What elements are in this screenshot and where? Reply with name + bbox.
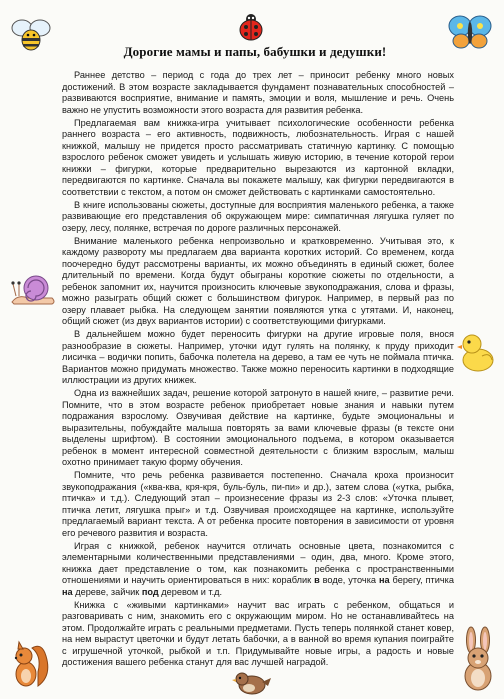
page-title: Дорогие мамы и папы, бабушки и дедушки! [123, 44, 387, 59]
ladybug-icon [236, 12, 266, 42]
paragraph: В книге использованы сюжеты, доступные для восприятия маленького ребенка, а также развивающие его представления об окружающем мире: симпатичная лягушка гуляет по озеру, лесу, полянке, встречая по дороге различных персонажей. [62, 199, 454, 233]
paragraph: В дальнейшем можно будет переносить фигурки на другие игровые поля, внося разнообразие в сюжеты. Например, уточки идут гулять на полянку, к пруду приходит лисичка – водички попить, бабочка полетела на дерево, а там ее чуть не поймала птичка. Вариантов можно придумать множество. Также можно переносить картинки в подходящие иллюстрации из других книжек. [62, 329, 454, 385]
paragraph: Одна из важнейших задач, решение которой затронуто в нашей книге, – развитие речи. Помните, что в этом возрасте ребенок приобретает новые знания и навыки путем подражания взрослому. Озвучивая действие на картинке, будьте эмоциональны и выразительны, побуждайте малыша повторять за вами ключевые фразы (в тексте они выделены шрифтом). В состоянии эмоционального подъема, в котором оказывается ребенок в момент интересной совместной деятельности с близким взрослым, малыш охотно принимает такую форму обучения. [62, 388, 454, 467]
bunny-icon [456, 626, 500, 692]
sparrow-icon [232, 668, 272, 698]
bee-icon [8, 16, 54, 52]
paragraph: Раннее детство – период с года до трех лет – приносит ребенку много новых достижений. В этом возрасте закладывается фундамент познавательных способностей – развиваются восприятие, внимание и память, эмоции и воля, мышление и речь. Очень важно не упустить возможности этого возраста для развития ребенка. [62, 70, 454, 115]
paragraph: Предлагаемая вам книжка-игра учитывает психологические особенности ребенка раннего возраста – его активность, подвижность, любознательность. Играя с нашей книжкой, малышу не придется просто рассматривать статичную картинку. С помощью взрослого ребенок сможет увидеть и услышать живую историю, в течение которой герои книжки – фигурки, которые предварительно вырезаются из картонной вкладки, передвигаются по картинке. Сначала вы покажете малышу, как фигурки передвигаются в соответствии с текстом, а потом он сможет действовать с картинками самостоятельно. [62, 117, 454, 197]
squirrel-icon [8, 636, 52, 690]
duckling-icon [456, 330, 498, 374]
butterfly-icon [448, 14, 492, 50]
paragraph: Помните, что речь ребенка развивается постепенно. Сначала кроха произносит звукоподражания («ква-ква, кря-кря, буль-буль, пи-пи» и др.), затем слова («утка, рыбка, птичка» и т.д.). Следующий этап – произнесение фразы из 2-3 слов: «Уточка плывет, птичка летит, лягушка прыг» и т.д. Озвучивая происходящее на картинке, используйте предлагаемый вариант текста. А от ребенка просите повторения в зависимости от уровня его речевого развития и возраста. [62, 470, 454, 538]
snail-icon [8, 272, 58, 308]
paragraph: Внимание маленького ребенка непроизвольно и кратковременно. Учитывая это, к каждому развороту мы предлагаем два варианта коротких историй. Со временем, когда поочередно будут рассмотрены варианты, их можно объединять в единый сюжет, более длительный по времени. Когда будут обыграны короткие сюжеты по отдельности, а ребенок запомнит их, научится произносить ключевые звукоподражания, слова и фразы, можно разыграть общий сюжет с большинством фигурок. Например, в первый раз по озеру плавает рыбка. На следующем занятии появляются утка с утятами. И, наконец, общий сюжет (из двух вариантов истории) с соответствующими фигурками. [62, 235, 454, 326]
paragraph: Книжка с «живыми картинками» научит вас играть с ребенком, общаться и разговаривать с ним, знакомить его с окружающим миром. Но не останавливайтесь на этом. Продолжайте играть с реальными предметами. Пусть теперь полянкой станет ковер, на нем вырастут цветочки и будут летать бабочки, а в ванной во время купания поиграйте с игрушечной уточкой, рыбкой и т.п. Придумывайте новые игры, а радость и новые достижения вашего ребенка станут для вас лучшей наградой. [62, 599, 454, 667]
body-text [62, 70, 454, 670]
paragraph: Играя с книжкой, ребенок научится отличать основные цвета, познакомится с элементарными количественными представлениями – один, два, много. Кроме этого, книжка дает представление о том, как познакомить ребенка с пространственными отношениями и научить ориентироваться в них: кораблик в воде, уточка на берегу, птичка на дереве, зайчик под деревом и т.д. [62, 540, 454, 597]
